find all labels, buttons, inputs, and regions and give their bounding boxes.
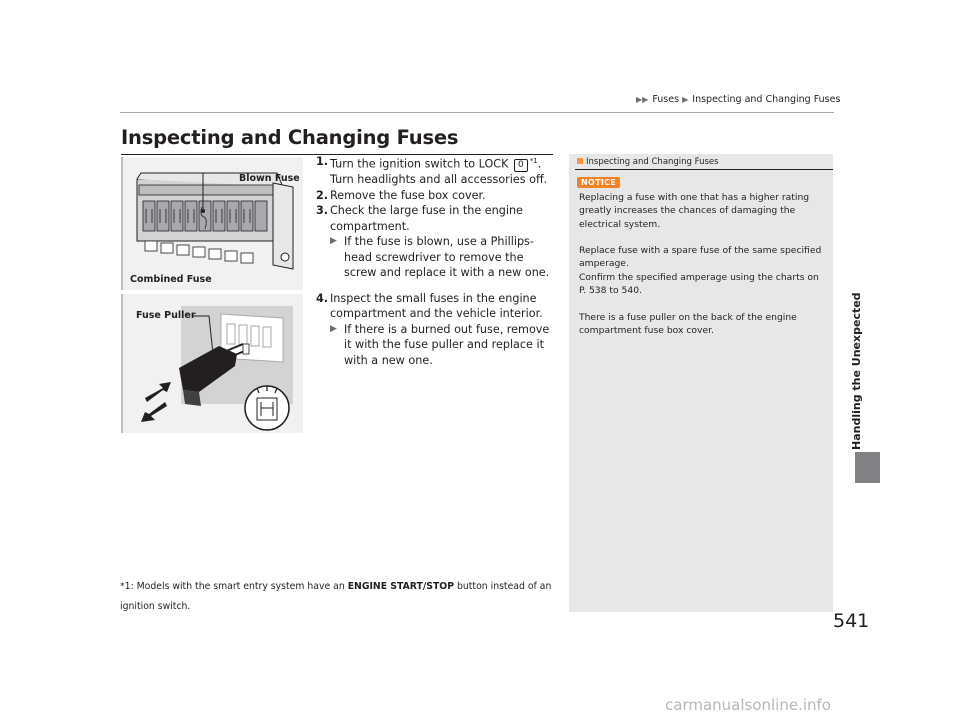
footnote-ref: *1: [529, 157, 538, 165]
footnote: [120, 577, 560, 617]
note-paragraph: Replace fuse with a spare fuse of the same specified amperage. Confirm the specified amperage using the charts on P. 538 to 540.: [579, 245, 822, 297]
step-4: [316, 291, 556, 369]
note-paragraph: There is a fuse puller on the back of the engine compartment fuse box cover.: [579, 311, 797, 336]
step-2: [316, 188, 556, 204]
step-number: 4.: [316, 291, 329, 305]
combined-fuse-caption: Combined Fuse: [130, 274, 212, 285]
step-3: [316, 203, 556, 281]
side-tab-marker: [855, 452, 880, 483]
side-tab: [850, 170, 874, 450]
breadcrumb: [636, 94, 840, 105]
note-heading: [577, 157, 719, 167]
fuse-puller-callout: Fuse Puller: [136, 310, 196, 321]
header-rule: [120, 112, 834, 113]
note-marker-icon: [577, 158, 583, 164]
note-heading-text: Inspecting and Changing Fuses: [586, 157, 719, 167]
notice-badge: NOTICE: [577, 177, 620, 188]
step-text: Remove the fuse box cover.: [330, 188, 486, 202]
step-number: 1.: [316, 155, 329, 168]
footnote-bold: ENGINE START/STOP: [347, 581, 455, 592]
step-1: [316, 154, 556, 188]
arrow-icon: ▶: [330, 323, 337, 334]
note-panel: [569, 154, 833, 612]
substep-text: If the fuse is blown, use a Phillips-head screwdriver to remove the screw and replace it with a new one.: [344, 235, 550, 280]
breadcrumb-section[interactable]: Fuses: [652, 94, 680, 105]
side-tab-label: Handling the Unexpected: [850, 292, 863, 450]
steps-list: [316, 154, 556, 368]
page-number: 541: [833, 610, 870, 632]
breadcrumb-page: Inspecting and Changing Fuses: [692, 94, 841, 105]
step-text: Inspect the small fuses in the engine compartment and the vehicle interior.: [330, 291, 543, 321]
note-paragraph: Replacing a fuse with one that has a higher rating greatly increases the chances of damaging the electrical system.: [579, 192, 810, 230]
step-text-cont: . Turn headlights and all accessories off.: [330, 157, 548, 187]
step-text: Check the large fuse in the engine compartment.: [330, 204, 523, 233]
substep-text: If there is a burned out fuse, remove it with the fuse puller and replace it with a new one.: [344, 322, 550, 367]
note-rule: [575, 169, 833, 170]
watermark: carmanualsonline.info: [665, 696, 831, 714]
step-number: 3.: [316, 204, 329, 218]
arrow-icon: ▶: [330, 236, 337, 247]
combined-fuse-figure: [121, 157, 303, 290]
lock-position-badge: 0: [514, 159, 528, 172]
page-title: Inspecting and Changing Fuses: [121, 126, 459, 149]
double-arrow-icon: ▶▶: [636, 95, 649, 104]
step-number: 2.: [316, 188, 329, 202]
step-4-substep: [330, 322, 556, 369]
arrow-icon: ▶: [682, 95, 689, 104]
step-3-substep: [330, 234, 556, 281]
footnote-text: *1: Models with the smart entry system have an: [120, 581, 348, 592]
note-body: [579, 191, 825, 351]
blown-fuse-callout: Blown Fuse: [239, 173, 300, 184]
fuse-puller-figure: [121, 294, 303, 433]
step-text: Turn the ignition switch to LOCK: [330, 157, 512, 171]
footnote-text-end: button instead of an ignition switch.: [120, 581, 552, 612]
